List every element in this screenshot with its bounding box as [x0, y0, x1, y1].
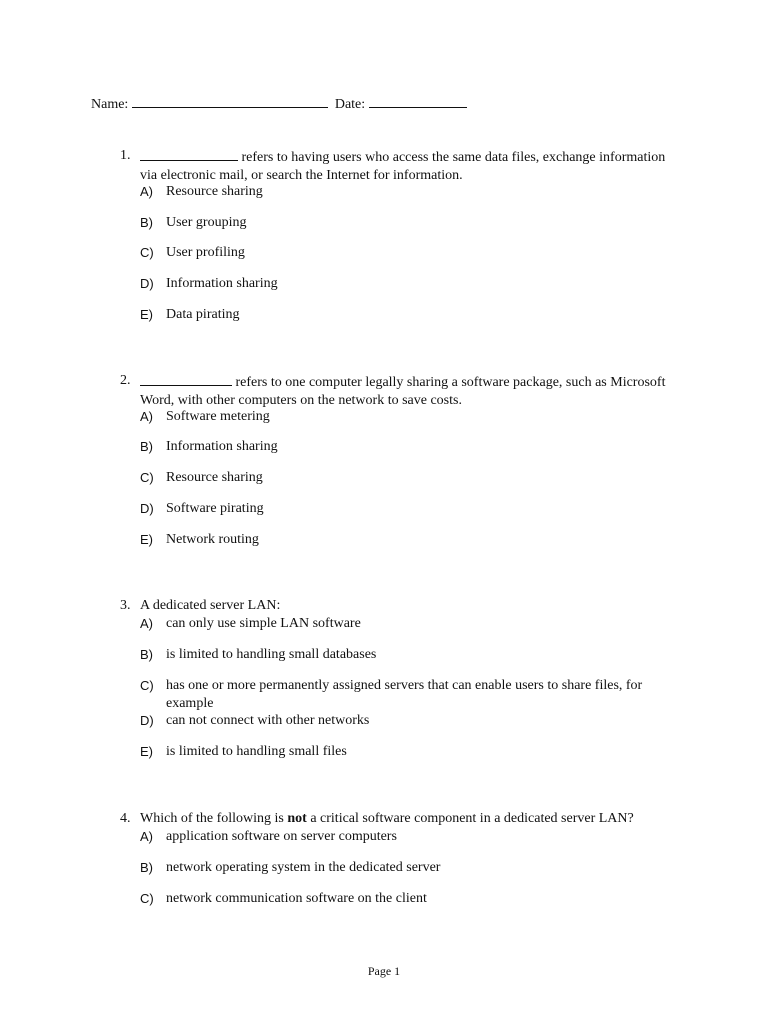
question-1: [120, 147, 680, 322]
option-letter: A): [140, 616, 153, 631]
option-text: Information sharing: [166, 439, 278, 454]
option-a: [140, 615, 660, 633]
option-d: [140, 275, 660, 293]
option-c: [140, 677, 660, 713]
option-text: has one or more permanently assigned servers that can enable users to share files, for example: [166, 678, 643, 711]
option-letter: B): [140, 860, 153, 875]
option-text: can not connect with other networks: [166, 713, 370, 728]
option-text: application software on server computers: [166, 829, 397, 844]
option-text: can only use simple LAN software: [166, 616, 361, 631]
option-e: [140, 743, 660, 761]
question-number: 1.: [120, 148, 131, 163]
question-3: [120, 597, 680, 759]
option-letter: C): [140, 470, 154, 485]
question-number: 4.: [120, 811, 131, 826]
option-b: [140, 859, 660, 877]
option-text: User grouping: [166, 215, 247, 230]
option-b: [140, 214, 660, 232]
stem-text: refers to having users who access the same data files, exchange information via electronic mail, or search the Internet for information.: [140, 150, 666, 183]
option-letter: E): [140, 532, 153, 547]
option-e: [140, 531, 660, 549]
stem-emphasis: not: [287, 811, 307, 826]
option-letter: C): [140, 245, 154, 260]
date-blank: [369, 94, 467, 108]
option-c: [140, 244, 660, 262]
option-text: User profiling: [166, 245, 245, 260]
option-c: [140, 890, 660, 908]
option-b: [140, 438, 660, 456]
answer-blank: [140, 372, 232, 386]
option-e: [140, 306, 660, 324]
option-letter: B): [140, 215, 153, 230]
option-letter: D): [140, 501, 154, 516]
question-number: 2.: [120, 373, 131, 388]
stem-text-after: a critical software component in a dedicated server LAN?: [306, 811, 634, 826]
question-stem: A dedicated server LAN:: [140, 598, 281, 613]
option-text: Software metering: [166, 409, 270, 424]
option-text: Information sharing: [166, 276, 278, 291]
option-text: Resource sharing: [166, 470, 263, 485]
option-text: Resource sharing: [166, 184, 263, 199]
question-stem: [140, 372, 680, 410]
option-text: network communication software on the client: [166, 891, 427, 906]
option-b: [140, 646, 660, 664]
option-letter: D): [140, 276, 154, 291]
question-stem: [140, 147, 680, 185]
question-number: 3.: [120, 598, 131, 613]
option-letter: A): [140, 409, 153, 424]
stem-text: refers to one computer legally sharing a software package, such as Microsoft Word, with other computers on the network to save costs.: [140, 375, 666, 408]
option-letter: D): [140, 713, 154, 728]
question-2: [120, 372, 680, 547]
option-letter: C): [140, 678, 154, 693]
option-text: network operating system in the dedicated server: [166, 860, 441, 875]
option-letter: B): [140, 439, 153, 454]
option-letter: E): [140, 744, 153, 759]
question-stem: [140, 810, 680, 828]
option-text: is limited to handling small databases: [166, 647, 377, 662]
option-a: [140, 183, 660, 201]
option-d: [140, 712, 660, 730]
option-a: [140, 408, 660, 426]
option-letter: B): [140, 647, 153, 662]
option-letter: A): [140, 184, 153, 199]
option-text: Data pirating: [166, 307, 240, 322]
option-letter: E): [140, 307, 153, 322]
name-blank: [132, 94, 328, 108]
option-text: Network routing: [166, 532, 259, 547]
option-a: [140, 828, 660, 846]
option-letter: A): [140, 829, 153, 844]
name-label: Name:: [91, 97, 129, 112]
option-c: [140, 469, 660, 487]
stem-text-before: Which of the following is: [140, 811, 288, 826]
option-text: is limited to handling small files: [166, 744, 347, 759]
page-footer: Page 1: [367, 964, 401, 978]
question-4: [120, 810, 680, 906]
option-letter: C): [140, 891, 154, 906]
header-line: [91, 94, 467, 114]
date-label: Date:: [334, 97, 366, 112]
answer-blank: [140, 147, 238, 161]
option-d: [140, 500, 660, 518]
option-text: Software pirating: [166, 501, 264, 516]
